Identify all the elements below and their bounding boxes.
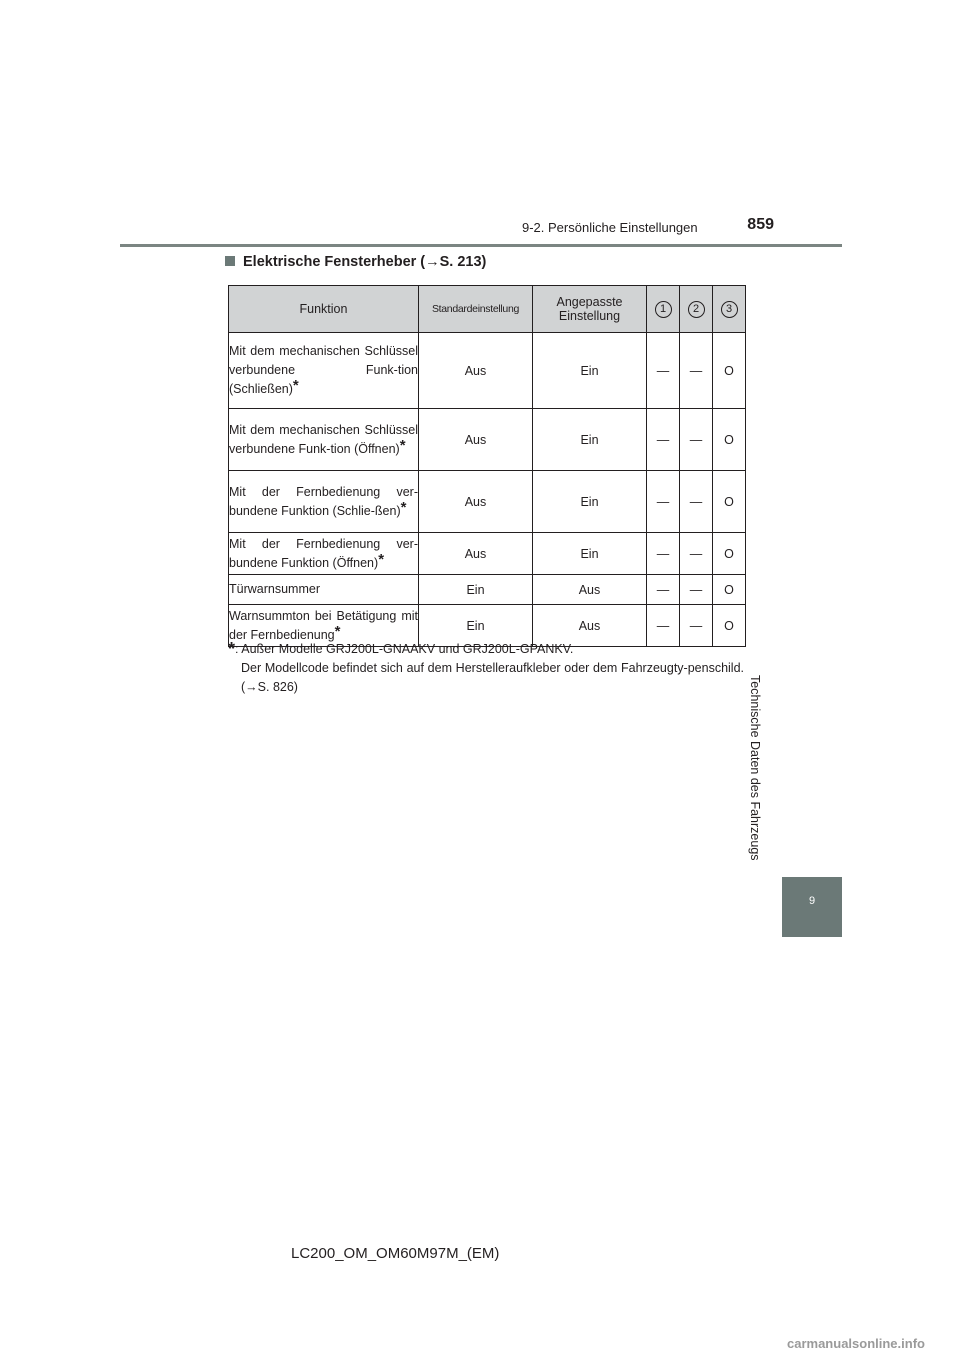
row-c1: — bbox=[647, 533, 680, 575]
row-custom: Aus bbox=[533, 575, 647, 605]
header-circle-1 bbox=[647, 286, 680, 333]
table-header-row bbox=[229, 286, 746, 333]
row-function: Türwarnsummer bbox=[229, 575, 419, 605]
row-default: Ein bbox=[419, 605, 533, 647]
header-circle-2 bbox=[680, 286, 713, 333]
table-row bbox=[229, 333, 746, 409]
row-custom: Aus bbox=[533, 605, 647, 647]
circled-3-icon: 3 bbox=[721, 301, 738, 318]
header-circle-3 bbox=[713, 286, 746, 333]
footnote-star-icon: * bbox=[228, 639, 236, 659]
circled-1-icon: 1 bbox=[655, 301, 672, 318]
settings-table bbox=[228, 285, 746, 647]
footnote-model-code-text: Der Modellcode befindet sich auf dem Herstelleraufkleber oder dem Fahrzeugty-penschild. ( bbox=[241, 661, 744, 694]
table-row bbox=[229, 471, 746, 533]
heading-page-link[interactable]: S. 213) bbox=[439, 254, 487, 270]
footnote bbox=[228, 640, 744, 697]
row-c3: O bbox=[713, 333, 746, 409]
header-custom bbox=[533, 286, 647, 333]
heading-square-icon bbox=[225, 256, 235, 266]
footnote-line1 bbox=[228, 640, 744, 659]
footnote-text: : Außer Modelle GRJ200L-GNAAKV und GRJ200L-GPANKV. bbox=[235, 642, 574, 656]
row-function: Mit der Fernbedienung ver-bundene Funktion (Öffnen)* bbox=[229, 533, 419, 575]
row-default: Aus bbox=[419, 333, 533, 409]
row-c2: — bbox=[680, 333, 713, 409]
side-tab-chapter-title: Technische Daten des Fahrzeugs bbox=[748, 675, 762, 861]
row-c1: — bbox=[647, 605, 680, 647]
header-custom-line1: Angepasste bbox=[556, 295, 623, 309]
header-divider bbox=[120, 244, 842, 247]
chapter-tab bbox=[782, 877, 842, 937]
row-c2: — bbox=[680, 605, 713, 647]
circled-2-icon: 2 bbox=[688, 301, 705, 318]
footnote-star-icon: * bbox=[399, 436, 406, 454]
footnote-page-link[interactable]: S. 826) bbox=[257, 680, 298, 694]
row-c2: — bbox=[680, 409, 713, 471]
header-default: Standardeinstellung bbox=[419, 286, 533, 333]
row-c3: O bbox=[713, 605, 746, 647]
row-c3: O bbox=[713, 575, 746, 605]
row-c2: — bbox=[680, 471, 713, 533]
table-row bbox=[229, 409, 746, 471]
row-c2: — bbox=[680, 533, 713, 575]
row-c1: — bbox=[647, 471, 680, 533]
row-c3: O bbox=[713, 533, 746, 575]
row-custom: Ein bbox=[533, 471, 647, 533]
footnote-star-icon: * bbox=[334, 622, 341, 640]
footer-document-code: LC200_OM_OM60M97M_(EM) bbox=[291, 1245, 500, 1262]
row-c3: O bbox=[713, 409, 746, 471]
row-default: Aus bbox=[419, 533, 533, 575]
row-default: Aus bbox=[419, 409, 533, 471]
row-c2: — bbox=[680, 575, 713, 605]
row-function: Mit dem mechanischen Schlüssel verbundene Funk-tion (Öffnen)* bbox=[229, 409, 419, 471]
header-custom-line2: Einstellung bbox=[558, 309, 621, 323]
row-default: Aus bbox=[419, 471, 533, 533]
watermark: carmanualsonline.info bbox=[787, 1336, 925, 1351]
row-custom: Ein bbox=[533, 533, 647, 575]
header-section-title: 9-2. Persönliche Einstellungen bbox=[522, 220, 698, 235]
row-function: Mit dem mechanischen Schlüssel verbundene Funk-tion (Schließen)* bbox=[229, 333, 419, 409]
row-custom: Ein bbox=[533, 333, 647, 409]
table-row bbox=[229, 533, 746, 575]
footnote-star-icon: * bbox=[378, 550, 385, 568]
row-custom: Ein bbox=[533, 409, 647, 471]
row-function: Mit der Fernbedienung ver-bundene Funktion (Schlie-ßen)* bbox=[229, 471, 419, 533]
table-row bbox=[229, 575, 746, 605]
heading-text: Elektrische Fensterheber ( bbox=[243, 254, 426, 270]
row-c1: — bbox=[647, 575, 680, 605]
footnote-star-icon: * bbox=[400, 498, 407, 516]
page-number: 859 bbox=[747, 216, 774, 233]
section-heading bbox=[225, 254, 486, 270]
header-function: Funktion bbox=[229, 286, 419, 333]
arrow-icon: → bbox=[245, 680, 258, 694]
footnote-line2 bbox=[228, 659, 744, 697]
row-function: Warnsummton bei Betätigung mit der Fernbedienung* bbox=[229, 605, 419, 647]
row-c1: — bbox=[647, 333, 680, 409]
row-c1: — bbox=[647, 409, 680, 471]
row-c3: O bbox=[713, 471, 746, 533]
row-default: Ein bbox=[419, 575, 533, 605]
chapter-number: 9 bbox=[808, 895, 816, 907]
arrow-icon: → bbox=[425, 254, 440, 270]
footnote-star-icon: * bbox=[292, 377, 299, 394]
